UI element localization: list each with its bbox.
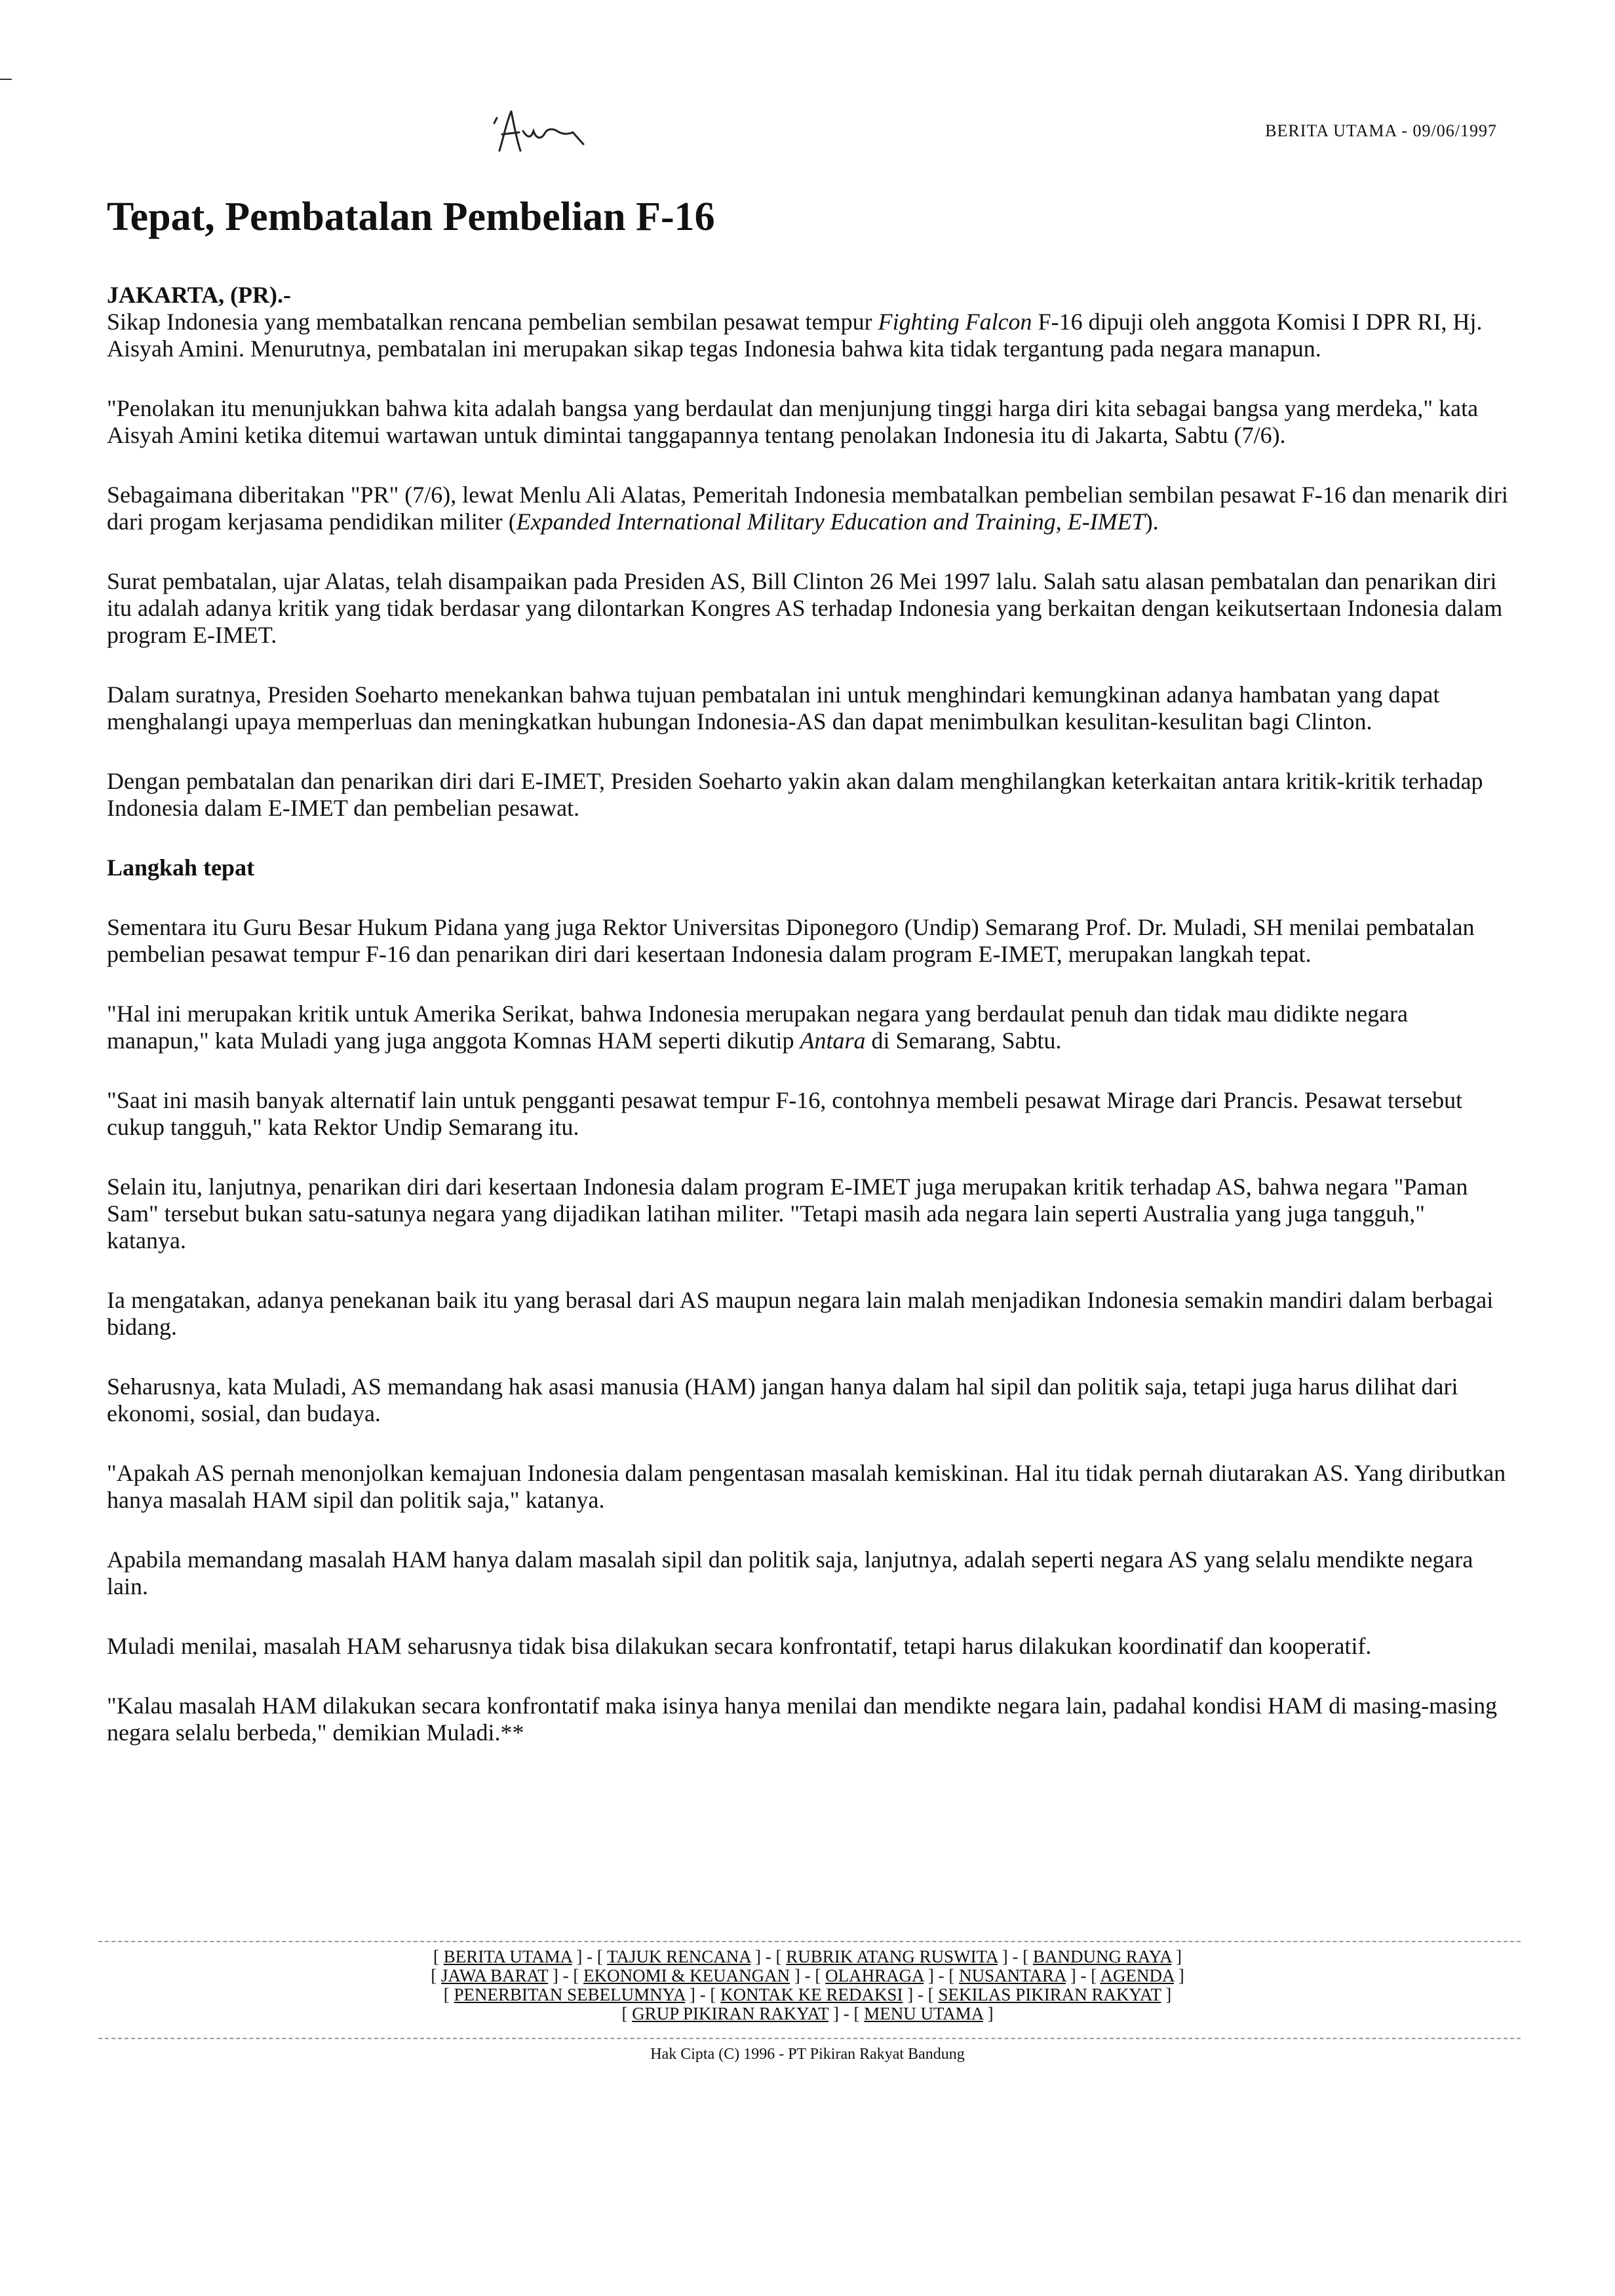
nav-link-sekilas[interactable]: SEKILAS PIKIRAN RAKYAT: [938, 1985, 1161, 2004]
nav-link-tajuk-rencana[interactable]: TAJUK RENCANA: [607, 1947, 751, 1966]
footer-nav-row-1: [ BERITA UTAMA ] - [ TAJUK RENCANA ] - [ RUBRIK ATANG RUSWITA ] - [ BANDUNG RAYA ]: [433, 1947, 1182, 1966]
paragraph-11: Ia mengatakan, adanya penekanan baik itu yang berasal dari AS maupun negara lain malah menjadikan Indonesia semakin mandiri dalam berbagai bidang.: [107, 1287, 1494, 1340]
footer-divider-top: [98, 1941, 1521, 1942]
nav-link-bandung-raya[interactable]: BANDUNG RAYA: [1032, 1947, 1172, 1966]
paragraph-15: Muladi menilai, masalah HAM seharusnya tidak bisa dilakukan secara konfrontatif, tetapi harus dilakukan koordinatif dan kooperatif.: [107, 1633, 1372, 1659]
footer-nav-row-3: [ PENERBITAN SEBELUMNYA ] - [ KONTAK KE REDAKSI ] - [ SEKILAS PIKIRAN RAKYAT ]: [443, 1985, 1172, 2004]
paragraph-1: Sikap Indonesia yang membatalkan rencana pembelian sembilan pesawat tempur Fighting Falcon F-16 dipuji oleh anggota Komisi I DPR RI, Hj. Aisyah Amini. Menurutnya, pembatalan ini merupakan sikap tegas Indonesia bahwa kita tidak tergantung pada negara manapun.: [107, 309, 1483, 362]
footer-divider-bottom: [98, 2038, 1521, 2039]
nav-link-nusantara[interactable]: NUSANTARA: [959, 1966, 1066, 1985]
nav-link-penerbitan[interactable]: PENERBITAN SEBELUMNYA: [454, 1985, 686, 2004]
scan-edge-mark: [0, 79, 12, 80]
paragraph-12: Seharusnya, kata Muladi, AS memandang hak asasi manusia (HAM) jangan hanya dalam hal sipil dan politik saja, tetapi juga harus dilihat dari ekonomi, sosial, dan budaya.: [107, 1373, 1458, 1426]
nav-link-grup[interactable]: GRUP PIKIRAN RAKYAT: [632, 2004, 829, 2023]
paragraph-8: "Hal ini merupakan kritik untuk Amerika Serikat, bahwa Indonesia merupakan negara yang berdaulat penuh dan tidak mau didikte negara manapun," kata Muladi yang juga anggota Komnas HAM seperti dikutip Antara di Semarang, Sabtu.: [107, 1001, 1409, 1054]
paragraph-14: Apabila memandang masalah HAM hanya dalam masalah sipil dan politik saja, lanjutnya, adalah seperti negara AS yang selalu mendikte negara lain.: [107, 1546, 1473, 1599]
paragraph-13: "Apakah AS pernah menonjolkan kemajuan Indonesia dalam pengentasan masalah kemiskinan. Hal itu tidak pernah diutarakan AS. Yang diributkan hanya masalah HAM sipil dan politik saja," katanya.: [107, 1460, 1506, 1513]
footer-navigation: [0, 1947, 1615, 2023]
section-date-header: BERITA UTAMA - 09/06/1997: [1265, 121, 1497, 140]
nav-link-kontak[interactable]: KONTAK KE REDAKSI: [720, 1985, 903, 2004]
paragraph-4: Surat pembatalan, ujar Alatas, telah disampaikan pada Presiden AS, Bill Clinton 26 Mei 1997 lalu. Salah satu alasan pembatalan dan penarikan diri itu adalah adanya kritik yang tidak berdasar yang dilontarkan Kongres AS terhadap Indonesia yang berkaitan dengan keikutsertaan Indonesia dalam program E-IMET.: [107, 568, 1503, 648]
nav-link-agenda[interactable]: AGENDA: [1100, 1966, 1174, 1985]
paragraph-3: Sebagaimana diberitakan "PR" (7/6), lewat Menlu Ali Alatas, Pemeritah Indonesia membatalkan pembelian sembilan pesawat F-16 dan menarik diri dari progam kerjasama pendidikan militer (Expanded International Military Education and Training, E-IMET).: [107, 482, 1508, 535]
dateline: JAKARTA, (PR).-: [107, 282, 292, 308]
paragraph-10: Selain itu, lanjutnya, penarikan diri dari kesertaan Indonesia dalam program E-IMET juga merupakan kritik terhadap AS, bahwa negara "Paman Sam" tersebut bukan satu-satunya negara yang dijadikan latihan militer. "Tetapi masih ada negara lain seperti Australia yang juga tangguh," katanya.: [107, 1174, 1468, 1253]
nav-link-ekonomi[interactable]: EKONOMI & KEUANGAN: [583, 1966, 790, 1985]
footer-nav-row-4: [ GRUP PIKIRAN RAKYAT ] - [ MENU UTAMA ]: [621, 2004, 994, 2023]
nav-link-menu-utama[interactable]: MENU UTAMA: [864, 2004, 983, 2023]
paragraph-5: Dalam suratnya, Presiden Soeharto menekankan bahwa tujuan pembatalan ini untuk menghindari kemungkinan adanya hambatan yang dapat menghalangi upaya memperluas dan meningkatkan hubungan Indonesia-AS dan dapat menimbulkan kesulitan-kesulitan bagi Clinton.: [107, 681, 1440, 735]
nav-link-rubrik[interactable]: RUBRIK ATANG RUSWITA: [786, 1947, 998, 1966]
article-title: Tepat, Pembatalan Pembelian F-16: [107, 195, 715, 239]
paragraph-9: "Saat ini masih banyak alternatif lain untuk pengganti pesawat tempur F-16, contohnya membeli pesawat Mirage dari Prancis. Pesawat tersebut cukup tangguh," kata Rektor Undip Semarang itu.: [107, 1087, 1463, 1140]
nav-link-jawa-barat[interactable]: JAWA BARAT: [441, 1966, 549, 1985]
copyright-notice: Hak Cipta (C) 1996 - PT Pikiran Rakyat Bandung: [650, 2046, 965, 2063]
paragraph-16: "Kalau masalah HAM dilakukan secara konfrontatif maka isinya hanya menilai dan mendikte negara lain, padahal kondisi HAM di masing-masing negara selalu berbeda," demikian Muladi.**: [107, 1693, 1498, 1746]
paragraph-6: Dengan pembatalan dan penarikan diri dari E-IMET, Presiden Soeharto yakin akan dalam menghilangkan keterkaitan antara kritik-kritik terhadap Indonesia dalam E-IMET dan pembelian pesawat.: [107, 768, 1483, 821]
subheading: Langkah tepat: [107, 854, 255, 881]
paragraph-2: "Penolakan itu menunjukkan bahwa kita adalah bangsa yang berdaulat dan menjunjung tinggi harga diri kita sebagai bangsa yang merdeka," kata Aisyah Amini ketika ditemui wartawan untuk dimintai tanggapannya tentang penolakan Indonesia itu di Jakarta, Sabtu (7/6).: [107, 395, 1479, 448]
footer-nav-row-2: [ JAWA BARAT ] - [ EKONOMI & KEUANGAN ] - [ OLAHRAGA ] - [ NUSANTARA ] - [ AGENDA ]: [431, 1966, 1184, 1985]
paragraph-7: Sementara itu Guru Besar Hukum Pidana yang juga Rektor Universitas Diponegoro (Undip) Semarang Prof. Dr. Muladi, SH menilai pembatalan pembelian pesawat tempur F-16 dan penarikan diri dari kesertaan Indonesia dalam program E-IMET, merupakan langkah tepat.: [107, 914, 1475, 967]
nav-link-berita-utama[interactable]: BERITA UTAMA: [443, 1947, 572, 1966]
handwritten-initials: [485, 105, 590, 157]
nav-link-olahraga[interactable]: OLAHRAGA: [825, 1966, 924, 1985]
article-body: [107, 282, 1509, 1779]
